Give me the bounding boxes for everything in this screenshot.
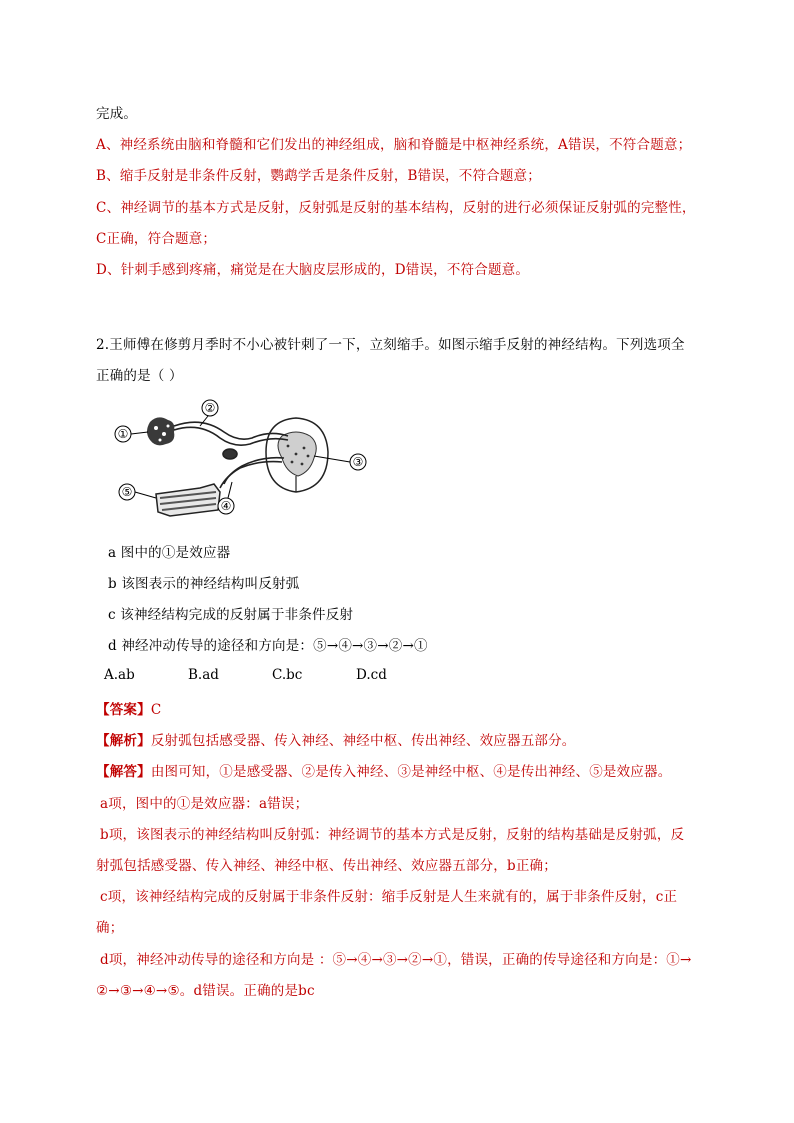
solution-text: 由图可知，①是感受器、②是传入神经、③是神经中枢、④是传出神经、⑤是效应器。 [150,764,672,780]
solution-item-c-line2: 确； [96,920,124,936]
analysis-label: 【解析】 [96,733,151,749]
figure-label-1: ① [117,427,129,441]
solution-item-b-line1: b项，该图表示的神经结构叫反射弧：神经调节的基本方式是反射，反射的结构基础是反射弧，反 [100,827,685,843]
figure-label-5: ⑤ [121,485,133,499]
analysis-text: 反射弧包括感受器、传入神经、神经中枢、传出神经、效应器五部分。 [150,733,576,749]
solution-label: 【解答】 [96,764,151,780]
solution-item-b-line2: 射弧包括感受器、传入神经、神经中枢、传出神经、效应器五部分，b正确； [96,858,557,874]
answer-label: 【答案】 [96,702,151,718]
solution-item-c-line1: c项，该神经结构完成的反射属于非条件反射：缩手反射是人生来就有的，属于非条件反射，c正 [100,889,678,905]
option-d: D.cd [356,667,387,683]
solution-item-d-line1: d项，神经冲动传导的途径和方向是 ：⑤→④→③→②→①，错误，正确的传导途径和方向是：①→ [100,952,692,968]
solution-line [96,760,671,780]
effector-muscle [156,484,220,516]
analysis-line [96,729,576,749]
prev-continuation: 完成。 [96,106,138,122]
reflex-arc-figure [110,392,370,522]
prev-option-c-line2: C正确，符合题意； [96,231,217,247]
prev-option-d: D、针刺手感到疼痛，痛觉是在大脑皮层形成的，D错误，不符合题意。 [96,262,530,278]
figure-label-3: ③ [352,455,364,469]
statement-b: b 该图表示的神经结构叫反射弧 [108,576,300,592]
statement-a: a 图中的①是效应器 [108,545,231,561]
figure-label-2: ② [204,401,216,415]
statement-d: d 神经冲动传导的途径和方向是：⑤→④→③→②→① [108,638,428,654]
prev-option-c-line1: C、神经调节的基本方式是反射，反射弧是反射的基本结构，反射的进行必须保证反射弧的完整性， [96,200,696,216]
solution-item-d-line2: ②→③→④→⑤。d错误。正确的是bc [96,983,315,999]
prev-option-a: A、神经系统由脑和脊髓和它们发出的神经组成，脑和脊髓是中枢神经系统，A错误，不符合题意； [96,137,692,153]
option-a: A.ab [104,667,135,683]
figure-label-4: ④ [220,499,232,513]
solution-item-a: a项，图中的①是效应器：a错误； [100,796,309,812]
statement-c: c 该神经结构完成的反射属于非条件反射 [108,607,354,623]
receptor-skin [147,417,174,445]
spinal-cord [266,418,328,492]
prev-option-b: B、缩手反射是非条件反射，鹦鹉学舌是条件反射，B错误，不符合题意； [96,168,541,184]
option-b: B.ad [188,667,219,683]
question-stem-line2: 正确的是（ ） [96,368,183,384]
question-stem-line1: 2.王师傅在修剪月季时不小心被针刺了一下，立刻缩手。如图示缩手反射的神经结构。下列选项全 [96,337,685,353]
answer-value: C [150,702,162,718]
option-c: C.bc [272,667,303,683]
answer-line [96,698,161,718]
